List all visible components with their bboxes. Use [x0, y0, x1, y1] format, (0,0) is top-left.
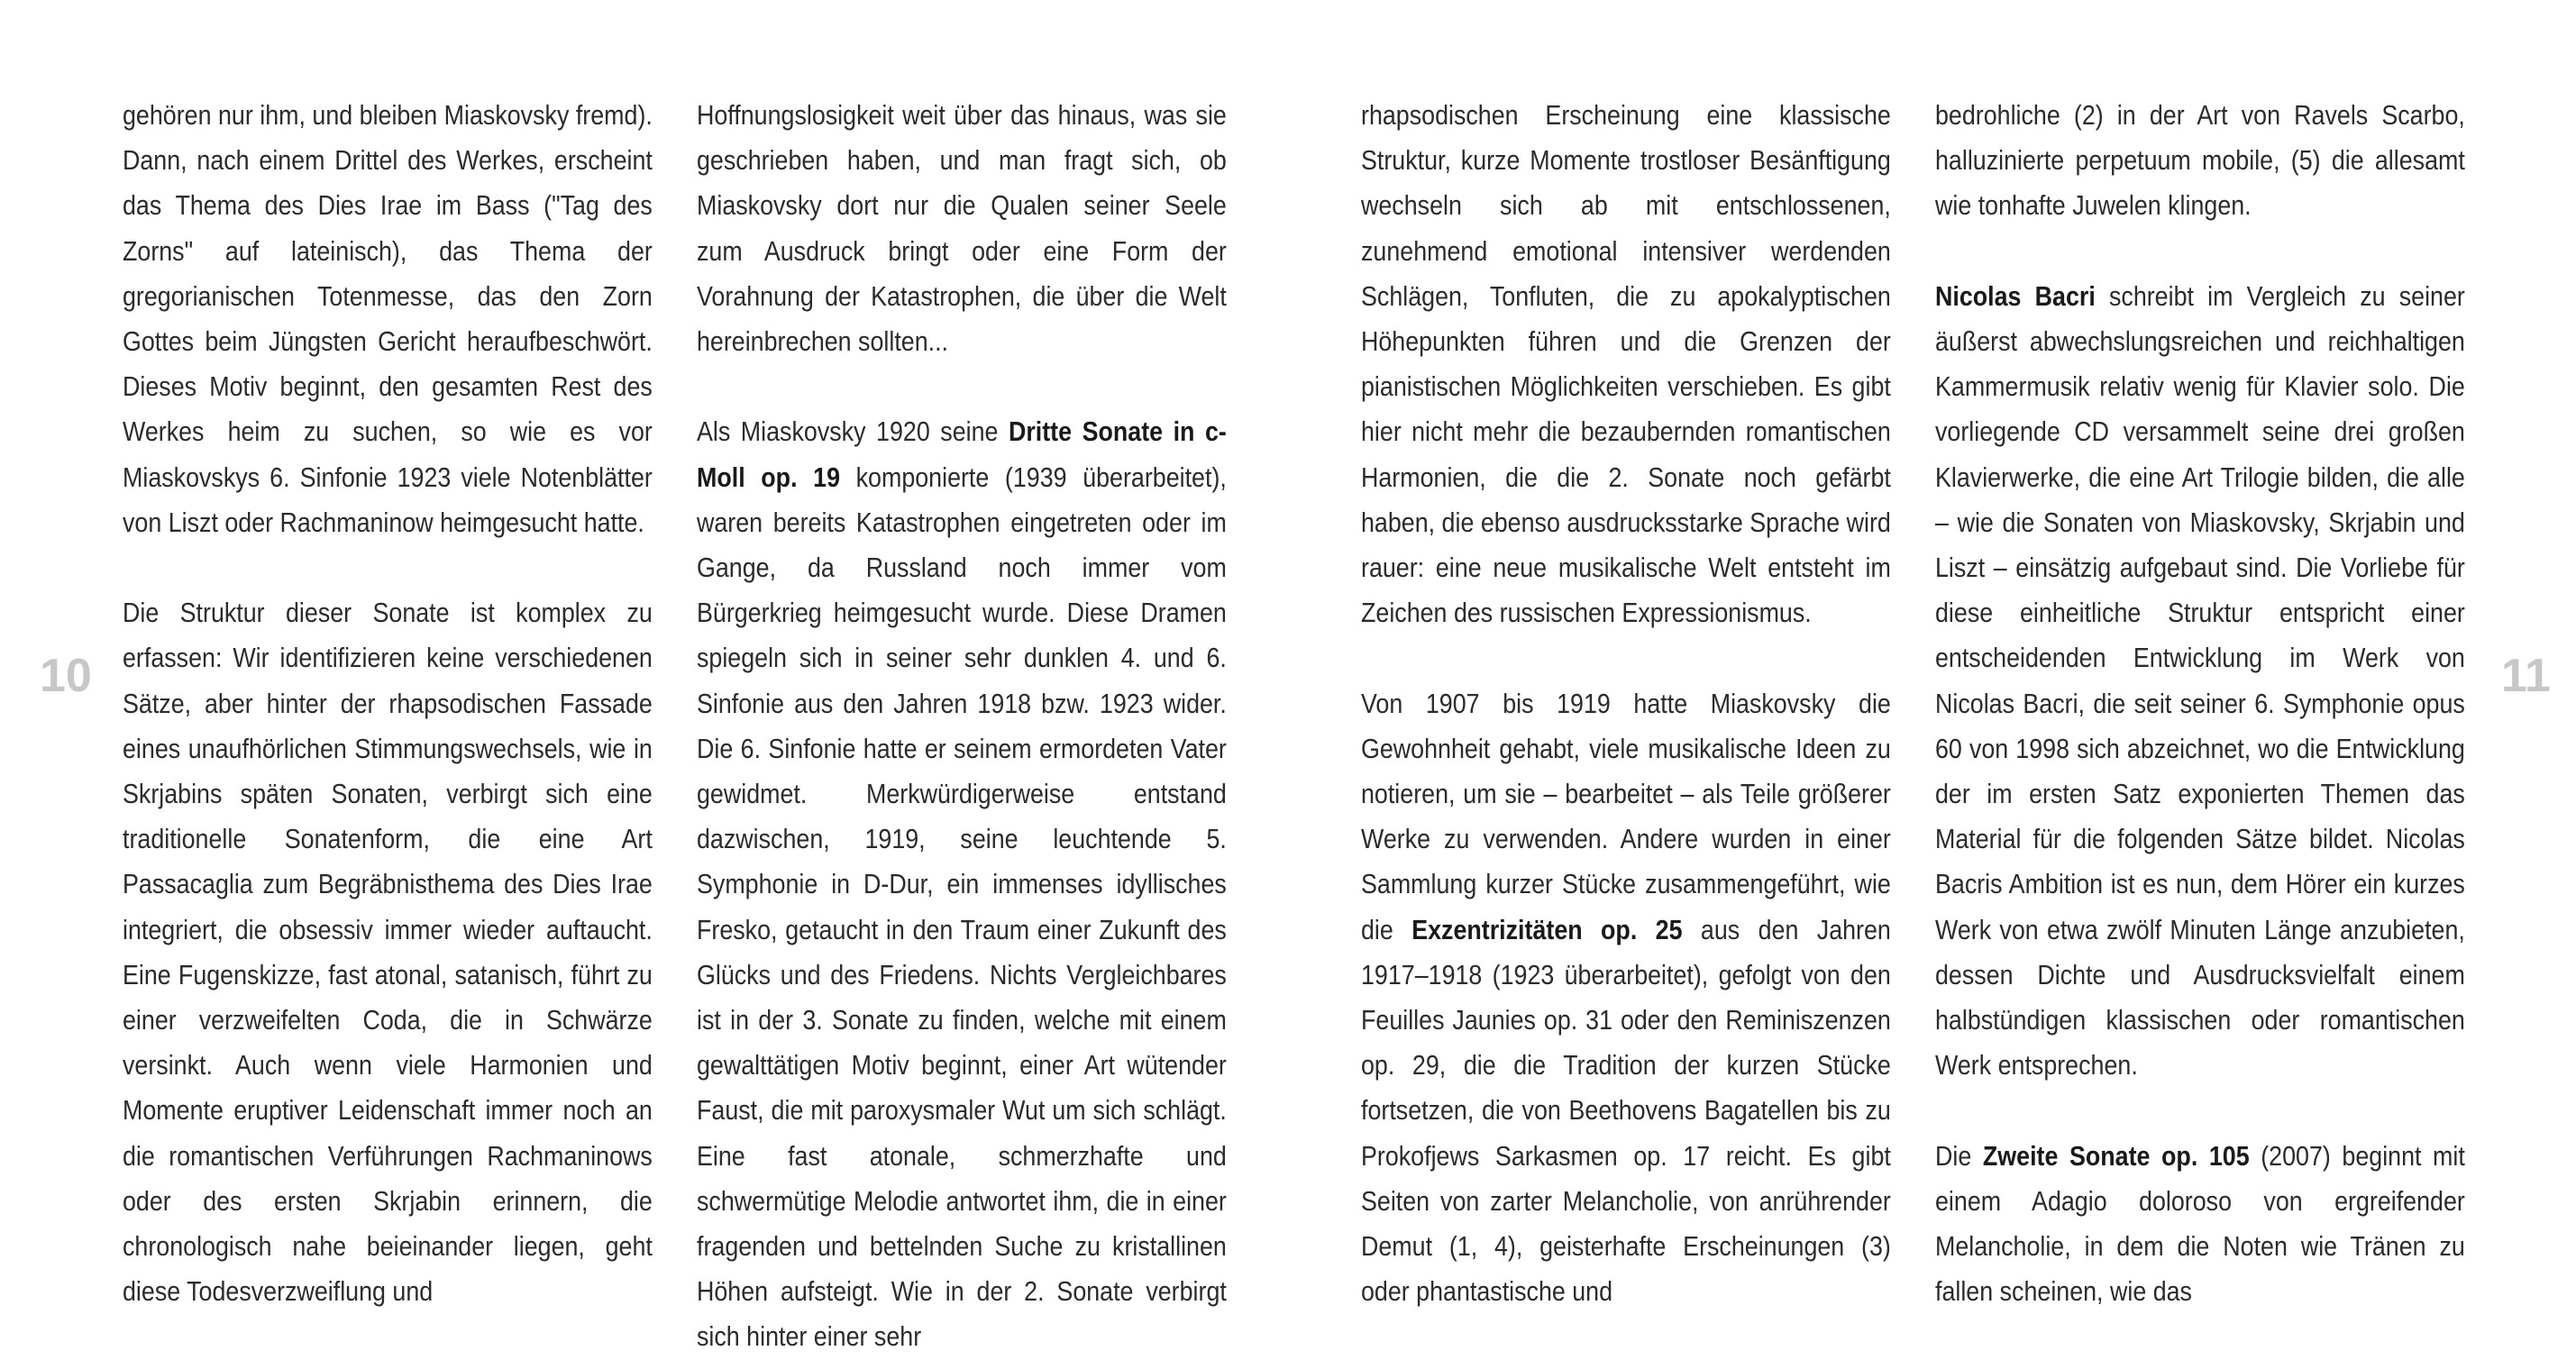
- work-title: Dritte Sonate in c-Moll op. 19: [697, 416, 1227, 493]
- paragraph: [1361, 681, 1891, 1315]
- work-title: Exzentrizitäten op. 25: [1411, 914, 1683, 945]
- paragraph-text: Die: [1935, 1140, 1983, 1172]
- composer-name: Nicolas Bacri: [1935, 280, 2096, 312]
- text-column-1: [123, 93, 653, 1314]
- paragraph-text: Als Miaskovsky 1920 seine: [697, 416, 1009, 448]
- paragraph-text: schreibt im Vergleich zu seiner äußerst abwechslungsreichen und reichhaltigen Kammermusik relativ wenig für Klavier solo. Die vorliegende CD versammelt seine drei großen Klavierwerke, die eine Art Trilogie bilden, die alle – wie die Sonaten von Miaskovsky, Skrjabin und Liszt – einsätzig aufgebaut sind. Die Vorliebe für diese einheitliche Struktur entspricht einer entscheidenden Entwicklung im Werk von Nicolas Bacri, die seit seiner 6. Symphonie opus 60 von 1998 sich abzeichnet, wo die Entwicklung der im ersten Satz exponierten Themen das Material für die folgenden Sätze bildet. Nicolas Bacris Ambition ist es nun, dem Hörer ein kurzes Werk von etwa zwölf Minuten Länge anzubieten, dessen Dichte und Ausdrucksvielfalt einem halbstündigen klassischen oder romantischen Werk entsprechen.: [1935, 280, 2465, 1082]
- paragraph-text: Von 1907 bis 1919 hatte Miaskovsky die Gewohnheit gehabt, viele musikalische Ideen zu notieren, um sie – bearbeitet – als Teile größerer Werke zu verwenden. Andere wurden in einer Sammlung kurzer Stücke zusammengeführt, wie die: [1361, 688, 1891, 945]
- paragraph: Hoffnungslosigkeit weit über das hinaus, was sie geschrieben haben, und man fragt sich, ob Miaskovsky dort nur die Qualen seiner Seele zum Ausdruck bringt oder eine Form der Vorahnung der Katastrophen, die über die Welt hereinbrechen sollten...: [697, 100, 1227, 358]
- text-column-2: [697, 93, 1227, 1360]
- paragraph-text: aus den Jahren 1917–1918 (1923 überarbeitet), gefolgt von den Feuilles Jaunies op. 31 oder den Reminiszenzen op. 29, die die Tradition der kurzen Stücke fortsetzen, die von Beethovens Bagatellen bis zu Prokofjews Sarkasmen op. 17 reicht. Es gibt Seiten von zarter Melancholie, von anrührender Demut (1, 4), geisterhafte Erscheinungen (3) oder phantastische und: [1361, 914, 1891, 1308]
- paragraph: [1935, 1134, 2465, 1315]
- work-title: Zweite Sonate op. 105: [1982, 1140, 2250, 1172]
- text-column-4: [1935, 93, 2465, 1314]
- paragraph-text: komponierte (1939 überarbeitet), waren bereits Katastrophen eingetreten oder im Gange, da Russland noch immer vom Bürgerkrieg heimgesucht wurde. Diese Dramen spiegeln sich in seiner sehr dunklen 4. und 6. Sinfonie aus den Jahren 1918 bzw. 1923 wider. Die 6. Sinfonie hatte er seinem ermordeten Vater gewidmet. Merkwürdigerweise entstand dazwischen, 1919, seine leuchtende 5. Symphonie in D-Dur, ein immenses idyllisches Fresko, getaucht in den Traum einer Zukunft des Glücks und des Friedens. Nichts Vergleichbares ist in der 3. Sonate zu finden, welche mit einem gewalttätigen Motiv beginnt, einer Art wütender Faust, die mit paroxysmaler Wut um sich schlägt. Eine fast atonale, schmerzhafte und schwermütige Melodie antwortet ihm, die in einer fragenden und bettelnden Suche zu kristallinen Höhen aufsteigt. Wie in der 2. Sonate verbirgt sich hinter einer sehr: [697, 461, 1227, 1353]
- page-number-right: 11: [2501, 650, 2551, 702]
- text-column-3: [1361, 93, 1891, 1314]
- paragraph: rhapsodischen Erscheinung eine klassische Struktur, kurze Momente trostloser Besänftigung wechseln sich ab mit entschlossenen, zunehmend emotional intensiver werdenden Schlägen, Tonfluten, die zu apokalyptischen Höhepunkten führen und die Grenzen der pianistischen Möglichkeiten verschieben. Es gibt hier nicht mehr die bezaubernden romantischen Harmonien, die die 2. Sonate noch gefärbt haben, die ebenso ausdrucksstarke Sprache wird rauer: eine neue musikalische Welt entsteht im Zeichen des russischen Expressionismus.: [1361, 100, 1891, 629]
- paragraph-text: (2007) beginnt mit einem Adagio doloroso von ergreifender Melancholie, in dem die Noten wie Tränen zu fallen scheinen, wie das: [1935, 1140, 2465, 1308]
- paragraph: gehören nur ihm, und bleiben Miaskovsky fremd). Dann, nach einem Drittel des Werkes, erscheint das Thema des Dies Irae im Bass ("Tag des Zorns" auf lateinisch), das Thema der gregorianischen Totenmesse, das den Zorn Gottes beim Jüngsten Gericht heraufbeschwört. Dieses Motiv beginnt, den gesamten Rest des Werkes heim zu suchen, so wie es vor Miaskovskys 6. Sinfonie 1923 viele Notenblätter von Liszt oder Rachmaninow heimgesucht hatte.: [123, 100, 653, 538]
- page-number-left: 10: [40, 650, 92, 702]
- paragraph: Die Struktur dieser Sonate ist komplex zu erfassen: Wir identifizieren keine verschiedenen Sätze, aber hinter der rhapsodischen Fassade eines unaufhörlichen Stimmungswechsels, wie in Skrjabins späten Sonaten, verbirgt sich eine traditionelle Sonatenform, die eine Art Passacaglia zum Begräbnisthema des Dies Irae integriert, die obsessiv immer wieder auftaucht. Eine Fugenskizze, fast atonal, satanisch, führt zu einer verzweifelten Coda, die in Schwärze versinkt. Auch wenn viele Harmonien und Momente eruptiver Leidenschaft immer noch an die romantischen Verführungen Rachmaninows oder des ersten Skrjabin erinnern, die chronologisch nahe beieinander liegen, geht diese Todesverzweiflung und: [123, 598, 653, 1308]
- paragraph: [1935, 274, 2465, 1089]
- paragraph: [697, 409, 1227, 1359]
- paragraph: bedrohliche (2) in der Art von Ravels Scarbo, halluzinierte perpetuum mobile, (5) die allesamt wie tonhafte Juwelen klingen.: [1935, 100, 2465, 222]
